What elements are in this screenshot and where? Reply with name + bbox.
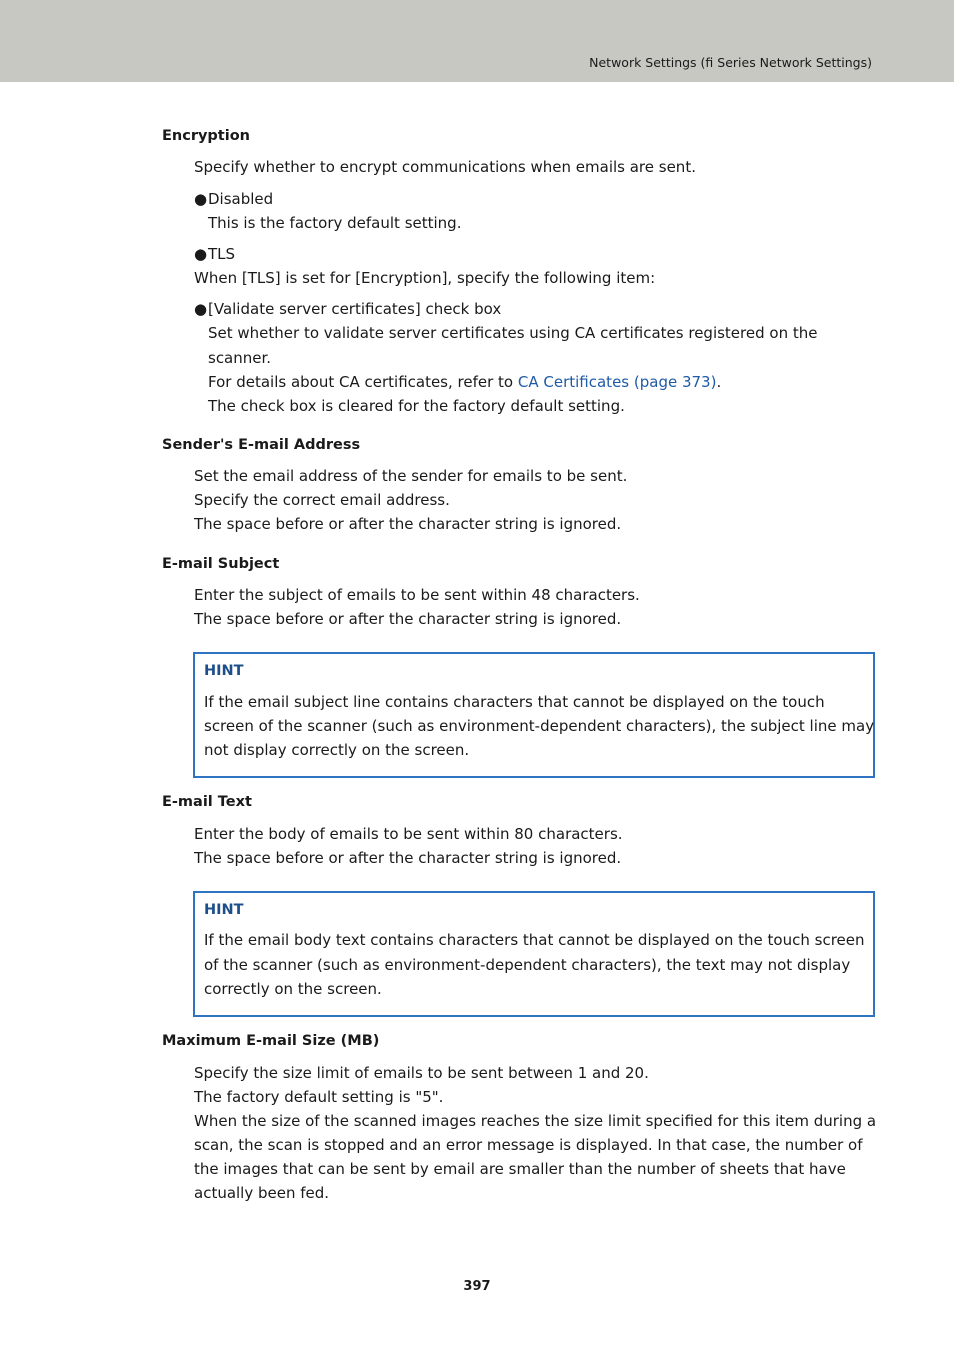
max-size-line-3: When the size of the scanned images reaches the size limit specified for this item during a (194, 1112, 877, 1130)
sender-line-2: Specify the correct email address. (194, 491, 450, 509)
max-size-heading: Maximum E-mail Size (MB) (162, 1033, 380, 1049)
text-hint-line-2: of the scanner (such as environment-dependent characters), the text may not display (204, 956, 851, 974)
bullet-icon: ● (194, 245, 208, 263)
ca-details-suffix: . (716, 373, 722, 391)
encryption-intro: Specify whether to encrypt communications when emails are sent. (194, 158, 696, 176)
sender-line-3: The space before or after the character string is ignored. (194, 515, 622, 533)
ca-certificates-link[interactable]: CA Certificates (page 373) (517, 373, 717, 391)
bullet-tls-label: TLS (208, 245, 236, 263)
subject-hint-line-2: screen of the scanner (such as environment-dependent characters), the subject line may (204, 717, 875, 735)
text-hint-line-1: If the email body text contains characters that cannot be displayed on the touch screen (204, 931, 865, 949)
bullet-icon: ● (194, 190, 208, 208)
tls-note: When [TLS] is set for [Encryption], specify the following item: (194, 269, 656, 287)
bullet-disabled-label: Disabled (208, 190, 274, 208)
bullet-tls (194, 244, 235, 264)
hint-label: HINT (204, 663, 244, 679)
max-size-line-5: the images that can be sent by email are smaller than the number of sheets that have (194, 1160, 846, 1178)
text-line-2: The space before or after the character string is ignored. (194, 849, 622, 867)
disabled-note: This is the factory default setting. (208, 214, 462, 232)
bullet-validate (194, 299, 501, 319)
text-hint-line-3: correctly on the screen. (204, 980, 382, 998)
max-size-line-2: The factory default setting is "5". (194, 1088, 444, 1106)
validate-line-2: scanner. (208, 349, 272, 367)
text-hint-box (193, 891, 875, 1017)
header-title: Network Settings (fi Series Network Settings) (589, 55, 872, 70)
max-size-line-1: Specify the size limit of emails to be sent between 1 and 20. (194, 1064, 649, 1082)
page-header (0, 0, 954, 82)
hint-label: HINT (204, 902, 244, 918)
bullet-icon: ● (194, 300, 208, 318)
subject-line-2: The space before or after the character string is ignored. (194, 610, 622, 628)
subject-hint-line-3: not display correctly on the screen. (204, 741, 470, 759)
max-size-line-6: actually been fed. (194, 1184, 330, 1202)
bullet-validate-label: [Validate server certificates] check box (208, 300, 502, 318)
subject-hint-box (193, 652, 875, 778)
sender-heading: Sender's E-mail Address (162, 437, 361, 453)
sender-line-1: Set the email address of the sender for emails to be sent. (194, 467, 628, 485)
checkbox-default-note: The check box is cleared for the factory default setting. (208, 397, 625, 415)
ca-details-line (208, 372, 721, 392)
ca-details-prefix: For details about CA certificates, refer to (208, 373, 518, 391)
subject-hint-line-1: If the email subject line contains characters that cannot be displayed on the touch (204, 693, 825, 711)
validate-line-1: Set whether to validate server certificates using CA certificates registered on the (208, 324, 818, 342)
max-size-line-4: scan, the scan is stopped and an error message is displayed. In that case, the number of (194, 1136, 863, 1154)
text-line-1: Enter the body of emails to be sent within 80 characters. (194, 825, 623, 843)
page-number: 397 (463, 1279, 491, 1294)
text-heading: E-mail Text (162, 794, 252, 810)
bullet-disabled (194, 189, 273, 209)
subject-line-1: Enter the subject of emails to be sent within 48 characters. (194, 586, 640, 604)
encryption-heading: Encryption (162, 128, 250, 144)
subject-heading: E-mail Subject (162, 556, 280, 572)
